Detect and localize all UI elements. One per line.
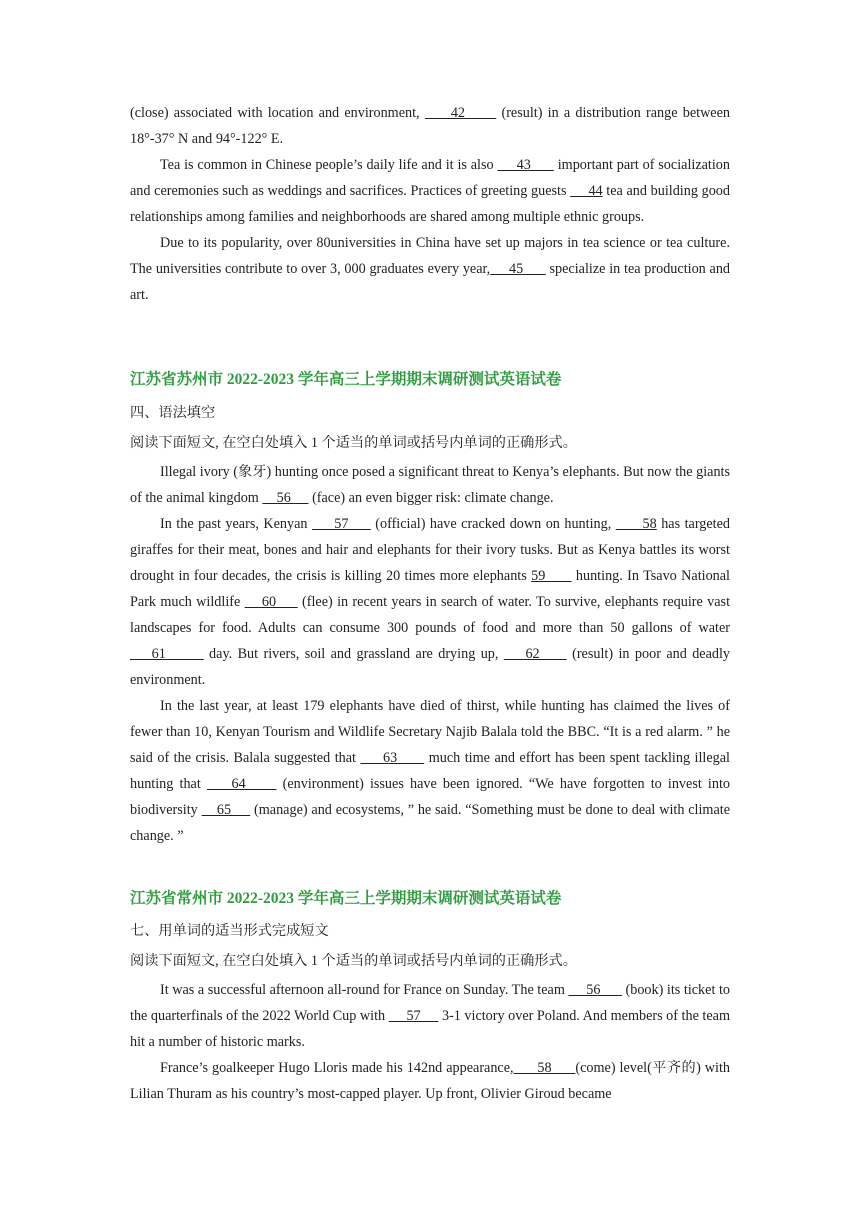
blank-58[interactable]: 58 <box>615 516 657 532</box>
paragraph: Due to its popularity, over 80universities in China have set up majors in tea science or tea culture. The universities contribute to over 3, 000 graduates every year, 45 specialize in tea production and art. <box>130 235 731 303</box>
passage-elephants <box>130 459 730 849</box>
blank-57[interactable]: 57 <box>311 516 371 532</box>
paragraph: It was a successful afternoon all-round for France on Sunday. The team 56 (book) its ticket to the quarterfinals of the 2022 World Cup with 57 3-1 victory over Poland. And members of the team hit a number of historic marks. <box>130 982 731 1050</box>
blank-44[interactable]: 44 <box>570 183 603 199</box>
paragraph: Tea is common in Chinese people’s daily life and it is also 43 important part of socialization and ceremonies such as weddings and sacrifices. Practices of greeting guests 44 tea and building good relationships among families and neighborhoods are shared among multiple ethnic groups. <box>130 157 730 225</box>
instruction-text: 阅读下面短文, 在空白处填入 1 个适当的单词或括号内单词的正确形式。 <box>130 435 577 451</box>
blank-56[interactable]: 56 <box>262 490 309 506</box>
passage-tea <box>130 100 730 308</box>
paragraph: France’s goalkeeper Hugo Lloris made his 142nd appearance, 58 (come) level(平齐的) with Lilian Thuram as his country’s most-capped player. Up front, Olivier Giroud became <box>130 1060 730 1102</box>
passage-world-cup <box>130 977 730 1107</box>
exam-title-changzhou: 江苏省常州市 2022-2023 学年高三上学期期末调研测试英语试卷 <box>130 890 562 907</box>
blank-65[interactable]: 65 <box>201 802 251 818</box>
section-heading: 七、用单词的适当形式完成短文 <box>130 923 329 939</box>
paragraph: In the last year, at least 179 elephants have died of thirst, while hunting has claimed the lives of fewer than 10, Kenyan Tourism and Wildlife Secretary Najib Balala told the BBC. “It is a red alarm. ” he said of the crisis. Balala suggested that 63 much time and effort has been spent tackling illegal hunting that 64 (environment) issues have been ignored. “We have forgotten to invest into biodiversity 65 (manage) and ecosystems, ” he said. “Something must be done to deal with climate change. ” <box>130 698 731 844</box>
instruction-text: 阅读下面短文, 在空白处填入 1 个适当的单词或括号内单词的正确形式。 <box>130 953 577 969</box>
blank-59[interactable]: 59 <box>531 568 572 584</box>
blank-62[interactable]: 62 <box>503 646 567 662</box>
blank-43[interactable]: 43 <box>497 157 554 173</box>
section-heading: 四、语法填空 <box>130 405 216 421</box>
blank-56-b[interactable]: 56 <box>568 982 622 998</box>
blank-58-b[interactable]: 58 <box>513 1060 576 1076</box>
paragraph: Illegal ivory (象牙) hunting once posed a significant threat to Kenya’s elephants. But now the giants of the animal kingdom 56 (face) an even bigger risk: climate change. <box>130 464 730 506</box>
blank-57-b[interactable]: 57 <box>388 1008 439 1024</box>
blank-64[interactable]: 64 <box>206 776 277 792</box>
paragraph: In the past years, Kenyan 57 (official) have cracked down on hunting, 58 has targeted giraffes for their meat, bones and hair and elephants for their ivory tusks. But as Kenya battles its worst drought in four decades, the crisis is killing 20 times more elephants 59 hunting. In Tsavo National Park much wildlife 60 (flee) in recent years in search of water. To survive, elephants require vast landscapes for food. Adults can consume 300 pounds of food and more than 50 gallons of water 61 day. But rivers, soil and grassland are drying up, 62 (result) in poor and deadly environment. <box>130 516 731 688</box>
paragraph: (close) associated with location and environment, 42 (result) in a distribution range between 18°-37° N and 94°-122° E. <box>130 105 730 147</box>
exam-title-suzhou: 江苏省苏州市 2022-2023 学年高三上学期期末调研测试英语试卷 <box>130 371 562 388</box>
blank-60[interactable]: 60 <box>244 594 298 610</box>
blank-61[interactable]: 61 <box>130 646 204 662</box>
blank-63[interactable]: 63 <box>360 750 425 766</box>
blank-42[interactable]: 42 <box>424 105 497 121</box>
blank-45[interactable]: 45 <box>490 261 546 277</box>
